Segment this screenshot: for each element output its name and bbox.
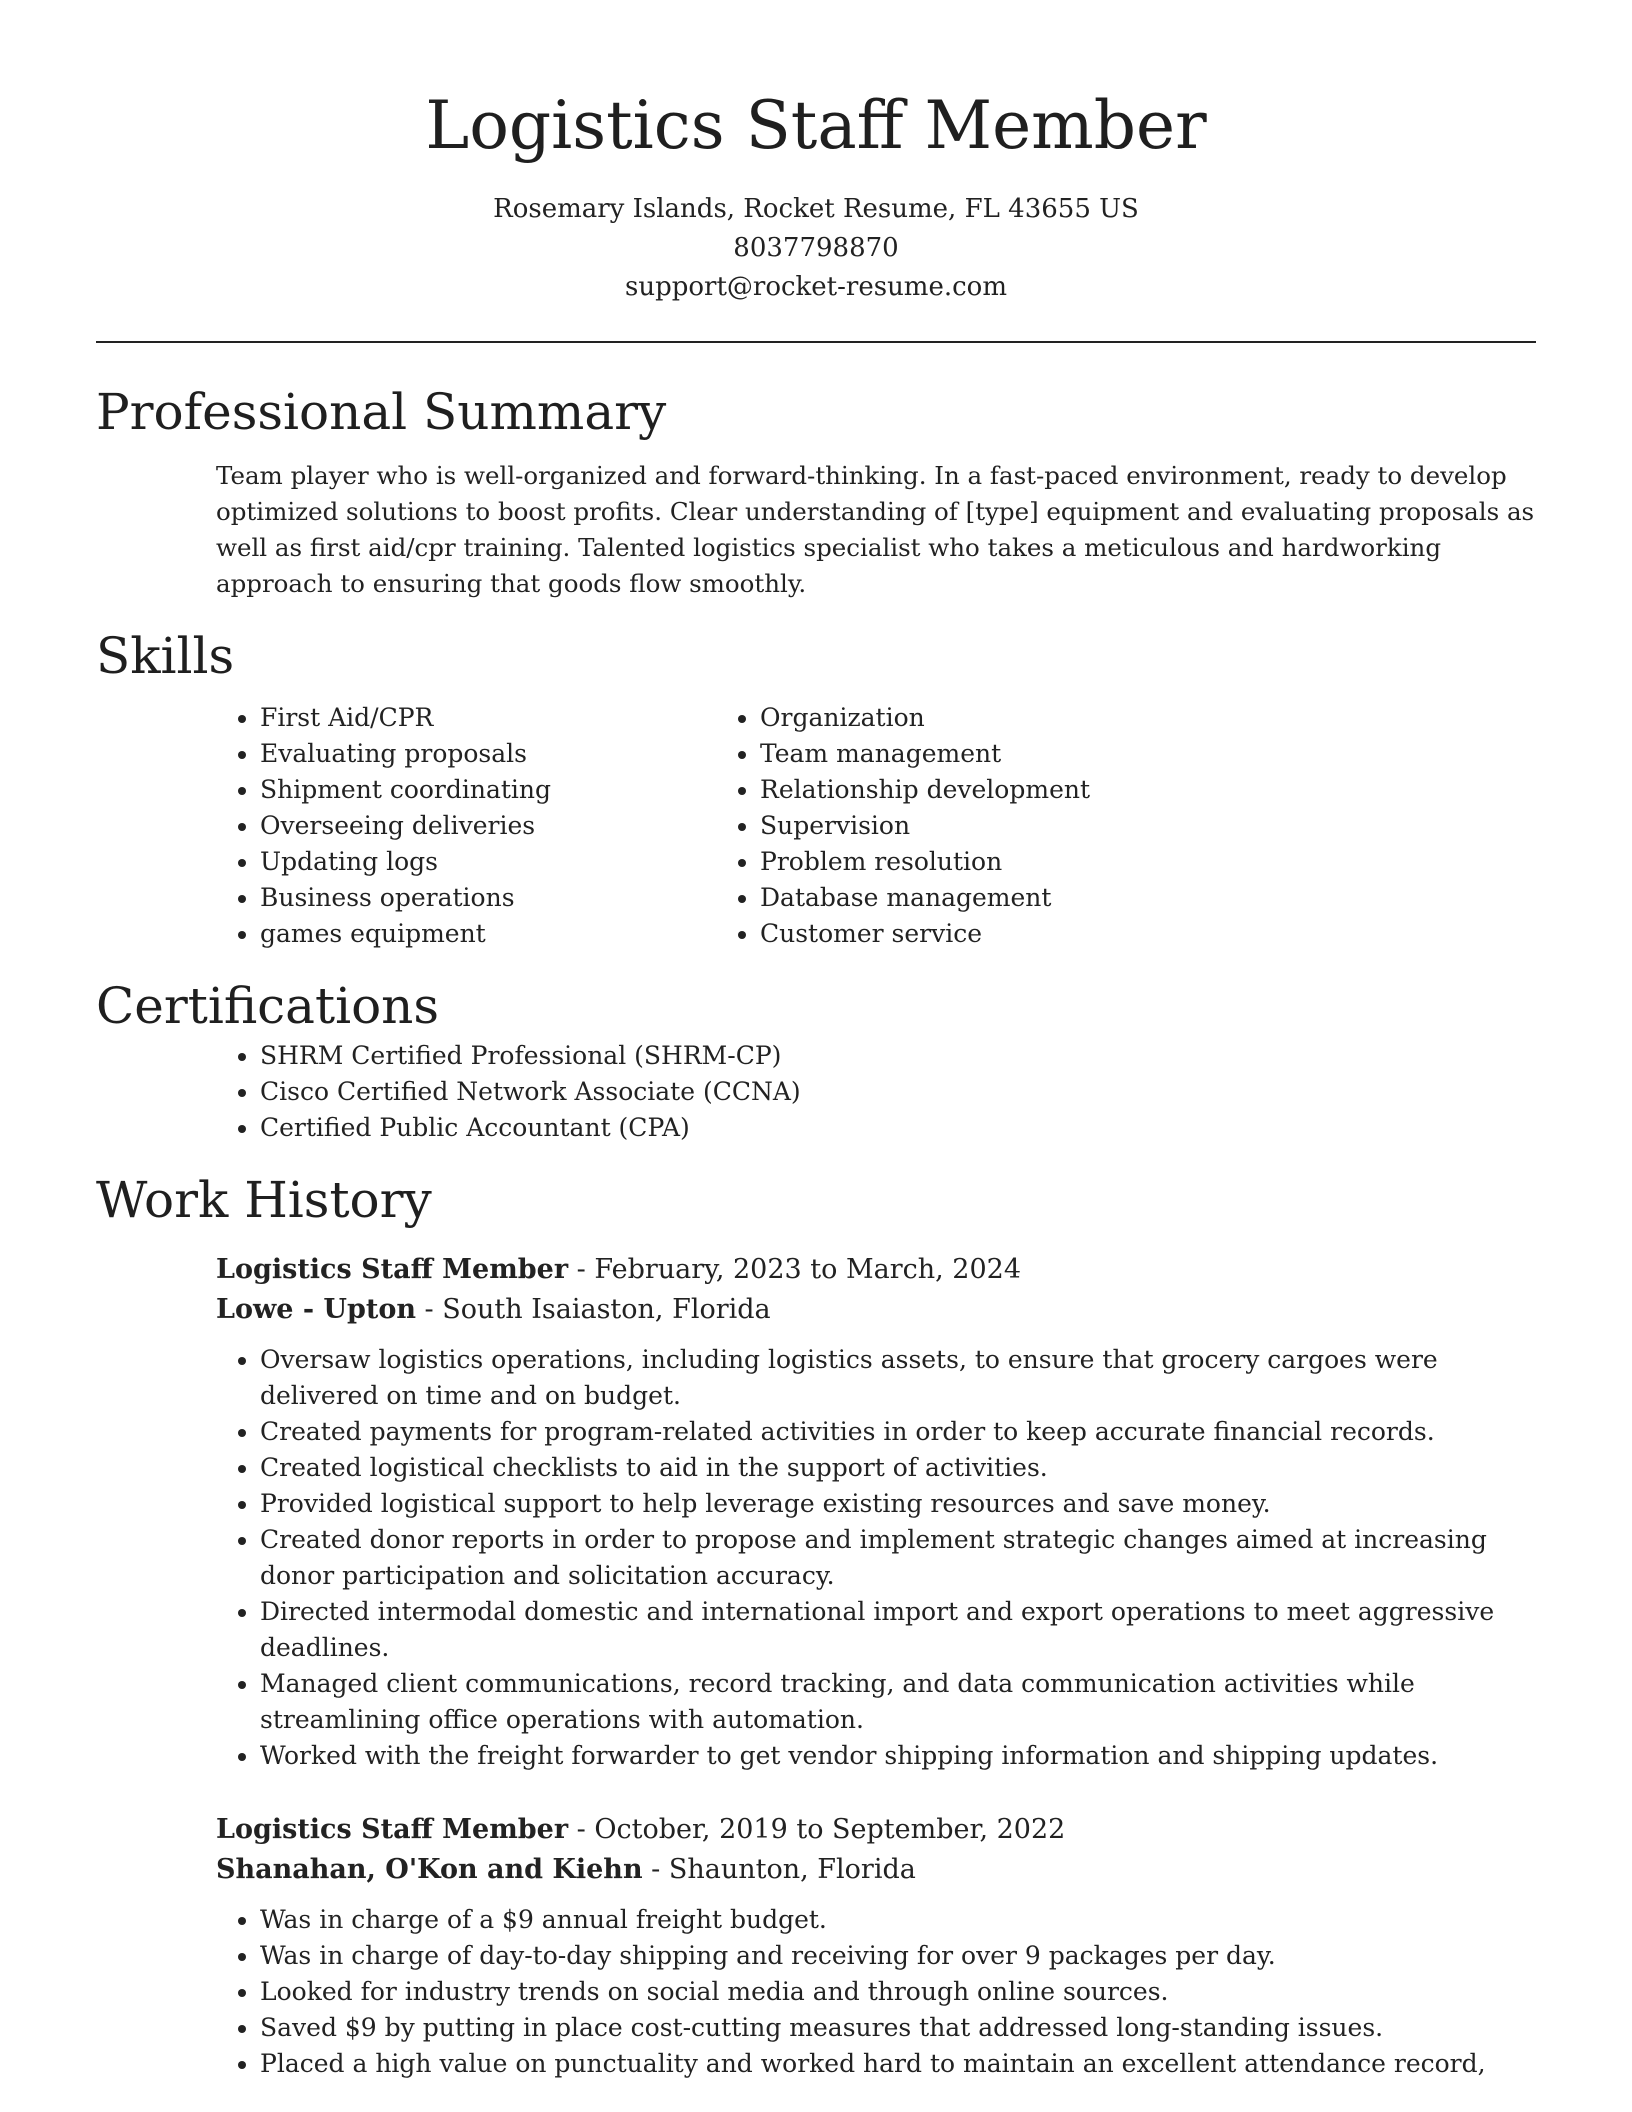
job-bullet: • Provided logistical support to help leverage existing resources and save money. (260, 1486, 1536, 1522)
certifications-list (96, 1038, 1536, 1146)
skill-item: • Team management (760, 736, 1090, 772)
skill-item: • Customer service (760, 916, 1090, 952)
job-company-line (216, 1290, 1536, 1330)
skill-item: • Overseeing deliveries (260, 808, 746, 844)
skill-item: • Supervision (760, 808, 1090, 844)
skill-item: • Problem resolution (760, 844, 1090, 880)
job-bullet: • Managed client communications, record tracking, and data communication activities while streamlining office operations with automation. (260, 1666, 1536, 1738)
job-company: Shanahan, O'Kon and Kiehn (216, 1854, 643, 1885)
address: Rosemary Islands, Rocket Resume, FL 43655 US (493, 194, 1139, 224)
job-title-line (216, 1810, 1536, 1850)
skill-item: • Evaluating proposals (260, 736, 746, 772)
job-bullets (216, 1342, 1536, 1774)
skill-item: • Business operations (260, 880, 746, 916)
certification-item: • Cisco Certified Network Associate (CCNA) (260, 1074, 1536, 1110)
work-history-section (96, 1168, 1536, 2082)
job-entry (216, 1250, 1536, 1774)
job-dates: - October, 2019 to September, 2022 (568, 1814, 1066, 1845)
skills-heading: Skills (96, 627, 235, 685)
skill-item: • Updating logs (260, 844, 746, 880)
skill-item: • First Aid/CPR (260, 700, 746, 736)
skills-right-list (596, 700, 1090, 952)
skill-item: • games equipment (260, 916, 746, 952)
job-bullet: • Created donor reports in order to propose and implement strategic changes aimed at increasing donor participation and solicitation accuracy. (260, 1522, 1536, 1594)
phone: 8037798870 (733, 233, 899, 263)
certification-item: • SHRM Certified Professional (SHRM-CP) (260, 1038, 1536, 1074)
job-bullet: • Saved $9 by putting in place cost-cutting measures that addressed long-standing issues. (260, 2010, 1536, 2046)
contact-info (0, 190, 1632, 307)
email: support@rocket-resume.com (624, 272, 1007, 302)
certification-item: • Certified Public Accountant (CPA) (260, 1110, 1536, 1146)
certifications-section (96, 974, 1536, 1146)
candidate-name: Logistics Staff Member (425, 87, 1207, 164)
job-entry (216, 1810, 1536, 2082)
job-company-line (216, 1850, 1536, 1890)
job-location: - Shaunton, Florida (642, 1854, 916, 1885)
skills-columns (96, 700, 1536, 952)
job-bullet: • Oversaw logistics operations, including logistics assets, to ensure that grocery cargoes were delivered on time and on budget. (260, 1342, 1536, 1414)
job-role: Logistics Staff Member (216, 1254, 569, 1285)
skill-item: • Organization (760, 700, 1090, 736)
job-dates: - February, 2023 to March, 2024 (568, 1254, 1022, 1285)
job-role: Logistics Staff Member (216, 1814, 569, 1845)
skill-item: • Database management (760, 880, 1090, 916)
job-bullet: • Created logistical checklists to aid in the support of activities. (260, 1450, 1536, 1486)
job-bullet: • Was in charge of a $9 annual freight budget. (260, 1902, 1536, 1938)
header-divider (96, 341, 1536, 343)
job-bullet: • Created payments for program-related activities in order to keep accurate financial records. (260, 1414, 1536, 1450)
job-bullet: • Placed a high value on punctuality and worked hard to maintain an excellent attendance record, (260, 2046, 1536, 2082)
job-company: Lowe - Upton (216, 1294, 416, 1325)
job-title-line (216, 1250, 1536, 1290)
job-bullet: • Worked with the freight forwarder to get vendor shipping information and shipping updates. (260, 1738, 1536, 1774)
summary-heading: Professional Summary (96, 383, 667, 441)
resume-body (96, 380, 1536, 2082)
summary-text: Team player who is well-organized and forward-thinking. In a fast-paced environment, ready to develop optimized solutions to boost profits. Clear understanding of [type] equipment and evaluating proposals as well as first aid/cpr training. Talented logistics specialist who takes a meticulous and hardworking approach to ensuring that goods flow smoothly. (216, 461, 1535, 598)
skill-item: • Shipment coordinating (260, 772, 746, 808)
job-bullet: • Was in charge of day-to-day shipping and receiving for over 9 packages per day. (260, 1938, 1536, 1974)
job-bullet: • Directed intermodal domestic and international import and export operations to meet aggressive deadlines. (260, 1594, 1536, 1666)
summary-section (96, 380, 1536, 602)
job-bullets (216, 1902, 1536, 2082)
skill-item: • Relationship development (760, 772, 1090, 808)
resume-header (0, 0, 1632, 307)
work-history-heading: Work History (96, 1171, 432, 1229)
job-location: - South Isaiaston, Florida (415, 1294, 771, 1325)
certifications-heading: Certifications (96, 977, 440, 1035)
job-bullet: • Looked for industry trends on social media and through online sources. (260, 1974, 1536, 2010)
skills-section (96, 624, 1536, 952)
